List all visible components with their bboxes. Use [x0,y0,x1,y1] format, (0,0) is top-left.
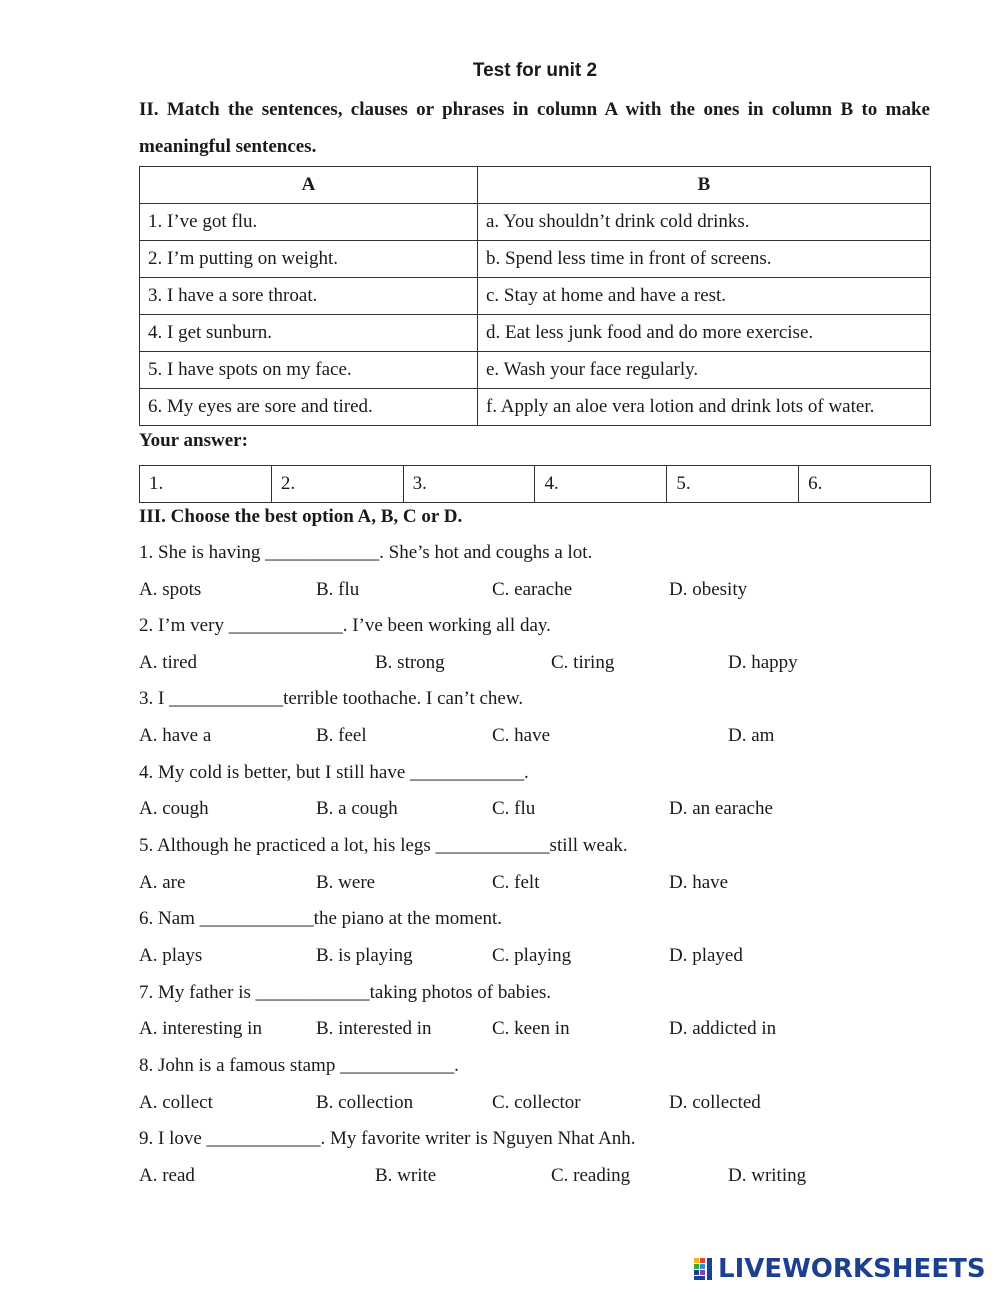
your-answer-label: Your answer: [139,430,248,451]
option-d[interactable]: D. an earache [669,798,773,819]
option-c[interactable]: C. flu [492,798,536,819]
column-b-cell: c. Stay at home and have a rest. [478,278,931,315]
option-b[interactable]: B. a cough [316,798,398,819]
table-row [140,315,931,352]
liveworksheets-logo-icon [694,1256,714,1282]
option-c[interactable]: C. playing [492,945,572,966]
option-b[interactable]: B. write [375,1165,437,1186]
option-d[interactable]: D. writing [728,1165,807,1186]
option-a[interactable]: A. cough [139,798,209,819]
section3-heading: III. Choose the best option A, B, C or D. [139,506,463,527]
answer-slot-1[interactable]: 1. [140,466,272,503]
option-c[interactable]: C. collector [492,1092,581,1113]
answer-slot-2[interactable]: 2. [271,466,403,503]
answer-slot-5[interactable]: 5. [667,466,799,503]
option-a[interactable]: A. collect [139,1092,213,1113]
matching-table [139,166,931,426]
column-b-cell: b. Spend less time in front of screens. [478,241,931,278]
option-c[interactable]: C. have [492,725,551,746]
question-5: 5. Although he practiced a lot, his legs ____________still weak. [139,835,628,856]
question-9: 9. I love ____________. My favorite writer is Nguyen Nhat Anh. [139,1128,636,1149]
option-d[interactable]: D. collected [669,1092,761,1113]
liveworksheets-logo [694,1254,986,1284]
answer-slot-6[interactable]: 6. [799,466,931,503]
answer-slot-4[interactable]: 4. [535,466,667,503]
option-d[interactable]: D. have [669,872,729,893]
column-b-cell: f. Apply an aloe vera lotion and drink lots of water. [478,389,931,426]
table-row [140,389,931,426]
option-d[interactable]: D. addicted in [669,1018,777,1039]
page-title: Test for unit 2 [472,60,598,81]
answer-slot-3[interactable]: 3. [403,466,535,503]
option-b[interactable]: B. is playing [316,945,413,966]
column-a-cell: 5. I have spots on my face. [140,352,478,389]
option-b[interactable]: B. interested in [316,1018,432,1039]
option-a[interactable]: A. tired [139,652,198,673]
option-d[interactable]: D. obesity [669,579,748,600]
column-b-header: B [478,167,931,204]
column-a-header: A [140,167,478,204]
option-b[interactable]: B. flu [316,579,360,600]
column-a-cell: 6. My eyes are sore and tired. [140,389,478,426]
liveworksheets-logo-text: LIVEWORKSHEETS [718,1254,986,1284]
question-7: 7. My father is ____________taking photos of babies. [139,982,552,1003]
option-d[interactable]: D. happy [728,652,798,673]
option-c[interactable]: C. keen in [492,1018,570,1039]
column-a-cell: 4. I get sunburn. [140,315,478,352]
option-d[interactable]: D. played [669,945,743,966]
option-c[interactable]: C. tiring [551,652,615,673]
option-c[interactable]: C. felt [492,872,540,893]
question-4: 4. My cold is better, but I still have ____________. [139,762,529,783]
question-6: 6. Nam ____________the piano at the moment. [139,908,503,929]
table-row [140,278,931,315]
column-b-cell: a. You shouldn’t drink cold drinks. [478,204,931,241]
option-a[interactable]: A. have a [139,725,212,746]
option-a[interactable]: A. interesting in [139,1018,262,1039]
option-d[interactable]: D. am [728,725,775,746]
table-row [140,352,931,389]
question-2: 2. I’m very ____________. I’ve been working all day. [139,615,551,636]
column-b-cell: e. Wash your face regularly. [478,352,931,389]
option-b[interactable]: B. collection [316,1092,414,1113]
column-a-cell: 1. I’ve got flu. [140,204,478,241]
question-8: 8. John is a famous stamp ____________. [139,1055,459,1076]
column-a-cell: 3. I have a sore throat. [140,278,478,315]
option-a[interactable]: A. plays [139,945,203,966]
option-c[interactable]: C. reading [551,1165,631,1186]
option-b[interactable]: B. strong [375,652,445,673]
option-a[interactable]: A. read [139,1165,195,1186]
matching-header-row [140,167,931,204]
option-a[interactable]: A. are [139,872,186,893]
option-b[interactable]: B. feel [316,725,367,746]
question-3: 3. I ____________terrible toothache. I can’t chew. [139,688,524,709]
answer-row [140,466,931,503]
option-a[interactable]: A. spots [139,579,202,600]
option-b[interactable]: B. were [316,872,376,893]
option-c[interactable]: C. earache [492,579,573,600]
table-row [140,241,931,278]
section2-instruction: II. Match the sentences, clauses or phrases in column A with the ones in column B to make meaningful sentences. [139,99,930,157]
answer-table [139,465,931,503]
column-a-cell: 2. I’m putting on weight. [140,241,478,278]
table-row [140,204,931,241]
column-b-cell: d. Eat less junk food and do more exercise. [478,315,931,352]
question-1: 1. She is having ____________. She’s hot and coughs a lot. [139,542,593,563]
